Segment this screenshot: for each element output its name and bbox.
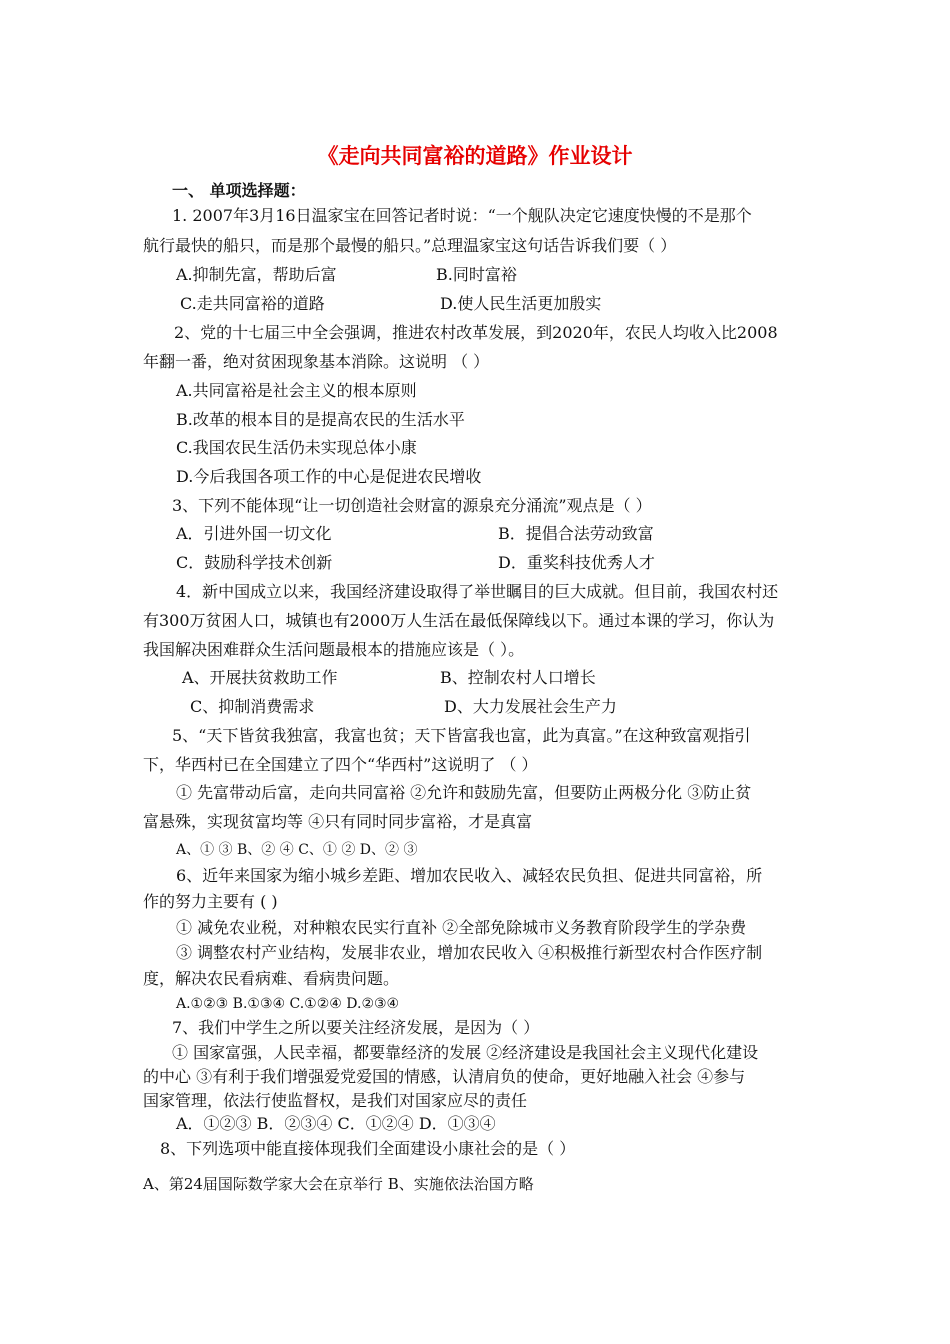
q6-line-1: 6、近年来国家为缩小城乡差距、增加农民收入、减轻农民负担、促进共同富裕，所 <box>176 866 763 885</box>
q1-line-1: 1. 2007年3月16日温家宝在回答记者时说：“一个舰队决定它速度快慢的不是那个 <box>172 206 752 225</box>
q4-option-a: A、开展扶贫救助工作 <box>182 668 338 687</box>
q4-line-2: 有300万贫困人口，城镇也有2000万人生活在最低保障线以下。通过本课的学习，你认为 <box>143 611 775 630</box>
q2-option-c: C.我国农民生活仍未实现总体小康 <box>176 438 417 457</box>
q4-line-1: 4．新中国成立以来，我国经济建设取得了举世瞩目的巨大成就。但目前，我国农村还 <box>176 582 779 601</box>
q2-option-a: A.共同富裕是社会主义的根本原则 <box>176 381 417 400</box>
q4-option-c: C、抑制消费需求 <box>190 697 315 716</box>
document-title: 《走向共同富裕的道路》作业设计 <box>317 144 633 168</box>
q1-option-b: B.同时富裕 <box>436 265 517 284</box>
q7-line-2: ① 国家富强，人民幸福，都要靠经济的发展 ②经济建设是我国社会主义现代化建设 <box>172 1043 759 1062</box>
q5-line-4: 富悬殊，实现贫富均等 ④只有同时同步富裕，才是真富 <box>143 812 533 831</box>
q6-line-3: ① 减免农业税，对种粮农民实行直补 ②全部免除城市义务教育阶段学生的学杂费 <box>176 918 747 937</box>
section-heading: 一、 单项选择题： <box>172 181 306 200</box>
q5-line-1: 5、“天下皆贫我独富，我富也贫；天下皆富我也富，此为真富。”在这种致富观指引 <box>172 726 751 745</box>
q6-line-5: 度，解决农民看病难、看病贵问题。 <box>143 969 400 988</box>
q7-options: A．①②③ B．②③④ C．①②④ D．①③④ <box>176 1114 496 1133</box>
q6-line-2: 作的努力主要有 ( ) <box>143 892 278 911</box>
q5-line-3: ① 先富带动后富，走向共同富裕 ②允许和鼓励先富，但要防止两极分化 ③防止贫 <box>176 783 752 802</box>
q3-option-c: C．鼓励科学技术创新 <box>176 553 333 572</box>
q2-line-2: 年翻一番，绝对贫困现象基本消除。这说明 （ ） <box>143 352 490 371</box>
q7-line-4: 国家管理，依法行使监督权，是我们对国家应尽的责任 <box>143 1091 528 1110</box>
q6-line-4: ③ 调整农村产业结构，发展非农业，增加农民收入 ④积极推行新型农村合作医疗制 <box>176 943 763 962</box>
q3-line-1: 3、下列不能体现“让一切创造社会财富的源泉充分涌流”观点是（ ） <box>172 496 652 515</box>
q4-option-d: D、大力发展社会生产力 <box>444 697 617 716</box>
q1-option-c: C.走共同富裕的道路 <box>180 294 325 313</box>
q2-option-d: D.今后我国各项工作的中心是促进农民增收 <box>176 467 482 486</box>
q7-line-1: 7、我们中学生之所以要关注经济发展，是因为（ ） <box>172 1018 540 1037</box>
q4-line-3: 我国解决困难群众生活问题最根本的措施应该是（ ）。 <box>143 640 525 659</box>
q5-line-2: 下，华西村已在全国建立了四个“华西村”这说明了 （ ） <box>143 755 538 774</box>
q5-options: A、① ③ B、② ④ C、① ② D、② ③ <box>176 842 418 858</box>
q4-option-b: B、控制农村人口增长 <box>440 668 596 687</box>
q3-option-a: A．引进外国一切文化 <box>176 524 332 543</box>
q3-option-b: B．提倡合法劳动致富 <box>498 524 654 543</box>
q1-option-a: A.抑制先富，帮助后富 <box>176 265 337 284</box>
q2-line-1: 2、党的十七届三中全会强调，推进农村改革发展，到2020年，农民人均收入比2008 <box>174 323 778 342</box>
q2-option-b: B.改革的根本目的是提高农民的生活水平 <box>176 410 465 429</box>
q3-option-d: D．重奖科技优秀人才 <box>498 553 655 572</box>
q6-options: A.①②③ B.①③④ C.①②④ D.②③④ <box>176 996 400 1012</box>
q7-line-3: 的中心 ③有利于我们增强爱党爱国的情感，认清肩负的使命，更好地融入社会 ④参与 <box>143 1067 746 1086</box>
q8-line-1: 8、下列选项中能直接体现我们全面建设小康社会的是（ ） <box>160 1139 576 1158</box>
q1-option-d: D.使人民生活更加殷实 <box>440 294 602 313</box>
q8-options: A、第24届国际数学家大会在京举行 B、实施依法治国方略 <box>143 1175 534 1193</box>
q1-line-2: 航行最快的船只，而是那个最慢的船只。”总理温家宝这句话告诉我们要（ ） <box>143 236 677 255</box>
